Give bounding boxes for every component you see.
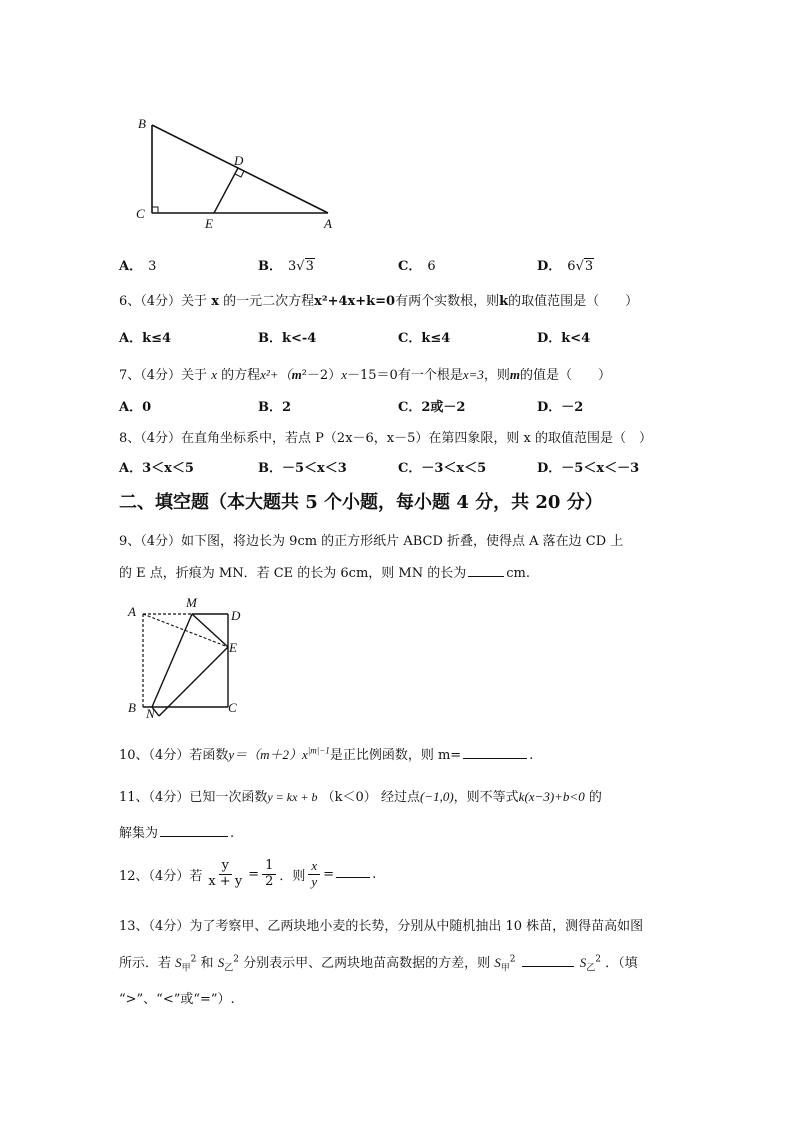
q7-option-b: B．2 <box>258 400 292 415</box>
question-11-line-2: 解集为 . <box>119 826 235 841</box>
q7-option-a: A．0 <box>119 400 152 415</box>
label-a2: A <box>128 604 136 619</box>
question-13-line-3: “>”、“<”或“=”）. <box>119 992 235 1007</box>
question-7: 7、（4分）关于 x 的方程x²+（m²－2）x－15＝0有一个根是x=3，则m的值是（ ） <box>119 367 612 383</box>
question-12: 12、（4分）若 $\frac{y}{x + y}$ = $\frac{1}{2}$ ．则 $\frac{x}{y}$ = . <box>119 858 377 889</box>
fraction-one-half: $\frac{1}{2}$ <box>262 859 276 890</box>
section-2-title: 二、填空题（本大题共 5 个小题，每小题 4 分，共 20 分） <box>119 492 603 513</box>
question-9-line-1: 9、（4分）如下图，将边长为 9cm 的正方形纸片 ABCD 折叠，使得点 A 落在边 CD 上 <box>119 534 624 549</box>
triangle-figure <box>130 110 350 235</box>
label-b: B <box>138 116 146 131</box>
question-10: 10、（4分）若函数$y=(m+2)x^{|m|-1}$是正比例函数，则 m= . <box>119 745 534 763</box>
fold-mn <box>152 614 192 707</box>
label-b2: B <box>128 700 136 715</box>
label-d: D <box>234 153 244 168</box>
question-13-line-1: 13、（4分）为了考察甲、乙两块地小麦的长势，分别从中随机抽出 10 株苗，测得苗高如图 <box>119 919 644 934</box>
label-c: C <box>136 206 145 221</box>
label-a: A <box>324 216 332 231</box>
question-8: 8、（4分）在直角坐标系中，若点 P（2x－6，x－5）在第四象限，则 x 的取值范围是（ ） <box>119 431 652 446</box>
q8-option-a: A．3＜x＜5 <box>119 461 194 476</box>
q5-option-d: D． 6√3 <box>537 259 594 274</box>
fold-me <box>192 614 228 647</box>
q7-option-d: D．－2 <box>537 400 584 415</box>
label-e2: E <box>229 640 237 655</box>
question-13-line-2: 所示．若 $S_甲^2$ 和 $S_乙^2$ 分别表示甲、乙两块地苗高数据的方差，则 $S_甲^2$ $S_乙^2$ ．（填 <box>119 954 638 974</box>
q7-option-c: C．2或－2 <box>398 400 466 415</box>
fraction-y-over-x-plus-y: $\frac{y}{x + y}$ <box>208 858 243 889</box>
q8-option-d: D．－5＜x＜－3 <box>537 461 640 476</box>
segment-de <box>214 168 238 213</box>
question-6: 6、（4分）关于 x 的一元二次方程x²+4x+k=0有两个实数根，则k的取值范围是（ ） <box>119 294 639 309</box>
question-11-line-1: 11、（4分）已知一次函数y = kx + b （k＜0） 经过点(−1,0)，则不等式k(x−3)+b<0 的 <box>119 789 602 805</box>
q6-option-d: D．k<4 <box>537 331 591 346</box>
fraction-x-over-y: $\frac{x}{y}$ <box>308 859 320 890</box>
q6-option-c: C．k≤4 <box>398 331 451 346</box>
question-9-line-2: 的 E 点，折痕为 MN．若 CE 的长为 6cm，则 MN 的长为 cm. <box>119 566 530 581</box>
q5-option-c: C． 6 <box>398 259 436 274</box>
q8-option-b: B．－5＜x＜3 <box>258 461 347 476</box>
right-angle-c <box>152 207 158 213</box>
label-e: E <box>205 216 213 231</box>
q8-option-c: C．－3＜x＜5 <box>398 461 487 476</box>
q5-option-a: A． 3 <box>119 259 157 274</box>
label-n: N <box>146 706 155 721</box>
fold-e-to-b-prime <box>159 647 228 716</box>
q6-option-b: B．k<-4 <box>258 331 317 346</box>
square-fold-figure <box>122 594 247 722</box>
label-d2: D <box>231 608 241 623</box>
segment-ba <box>152 125 328 213</box>
label-c2: C <box>228 700 237 715</box>
q6-option-a: A．k≤4 <box>119 331 172 346</box>
label-m: M <box>186 595 197 610</box>
q5-option-b: B． 3√3 <box>258 259 314 274</box>
